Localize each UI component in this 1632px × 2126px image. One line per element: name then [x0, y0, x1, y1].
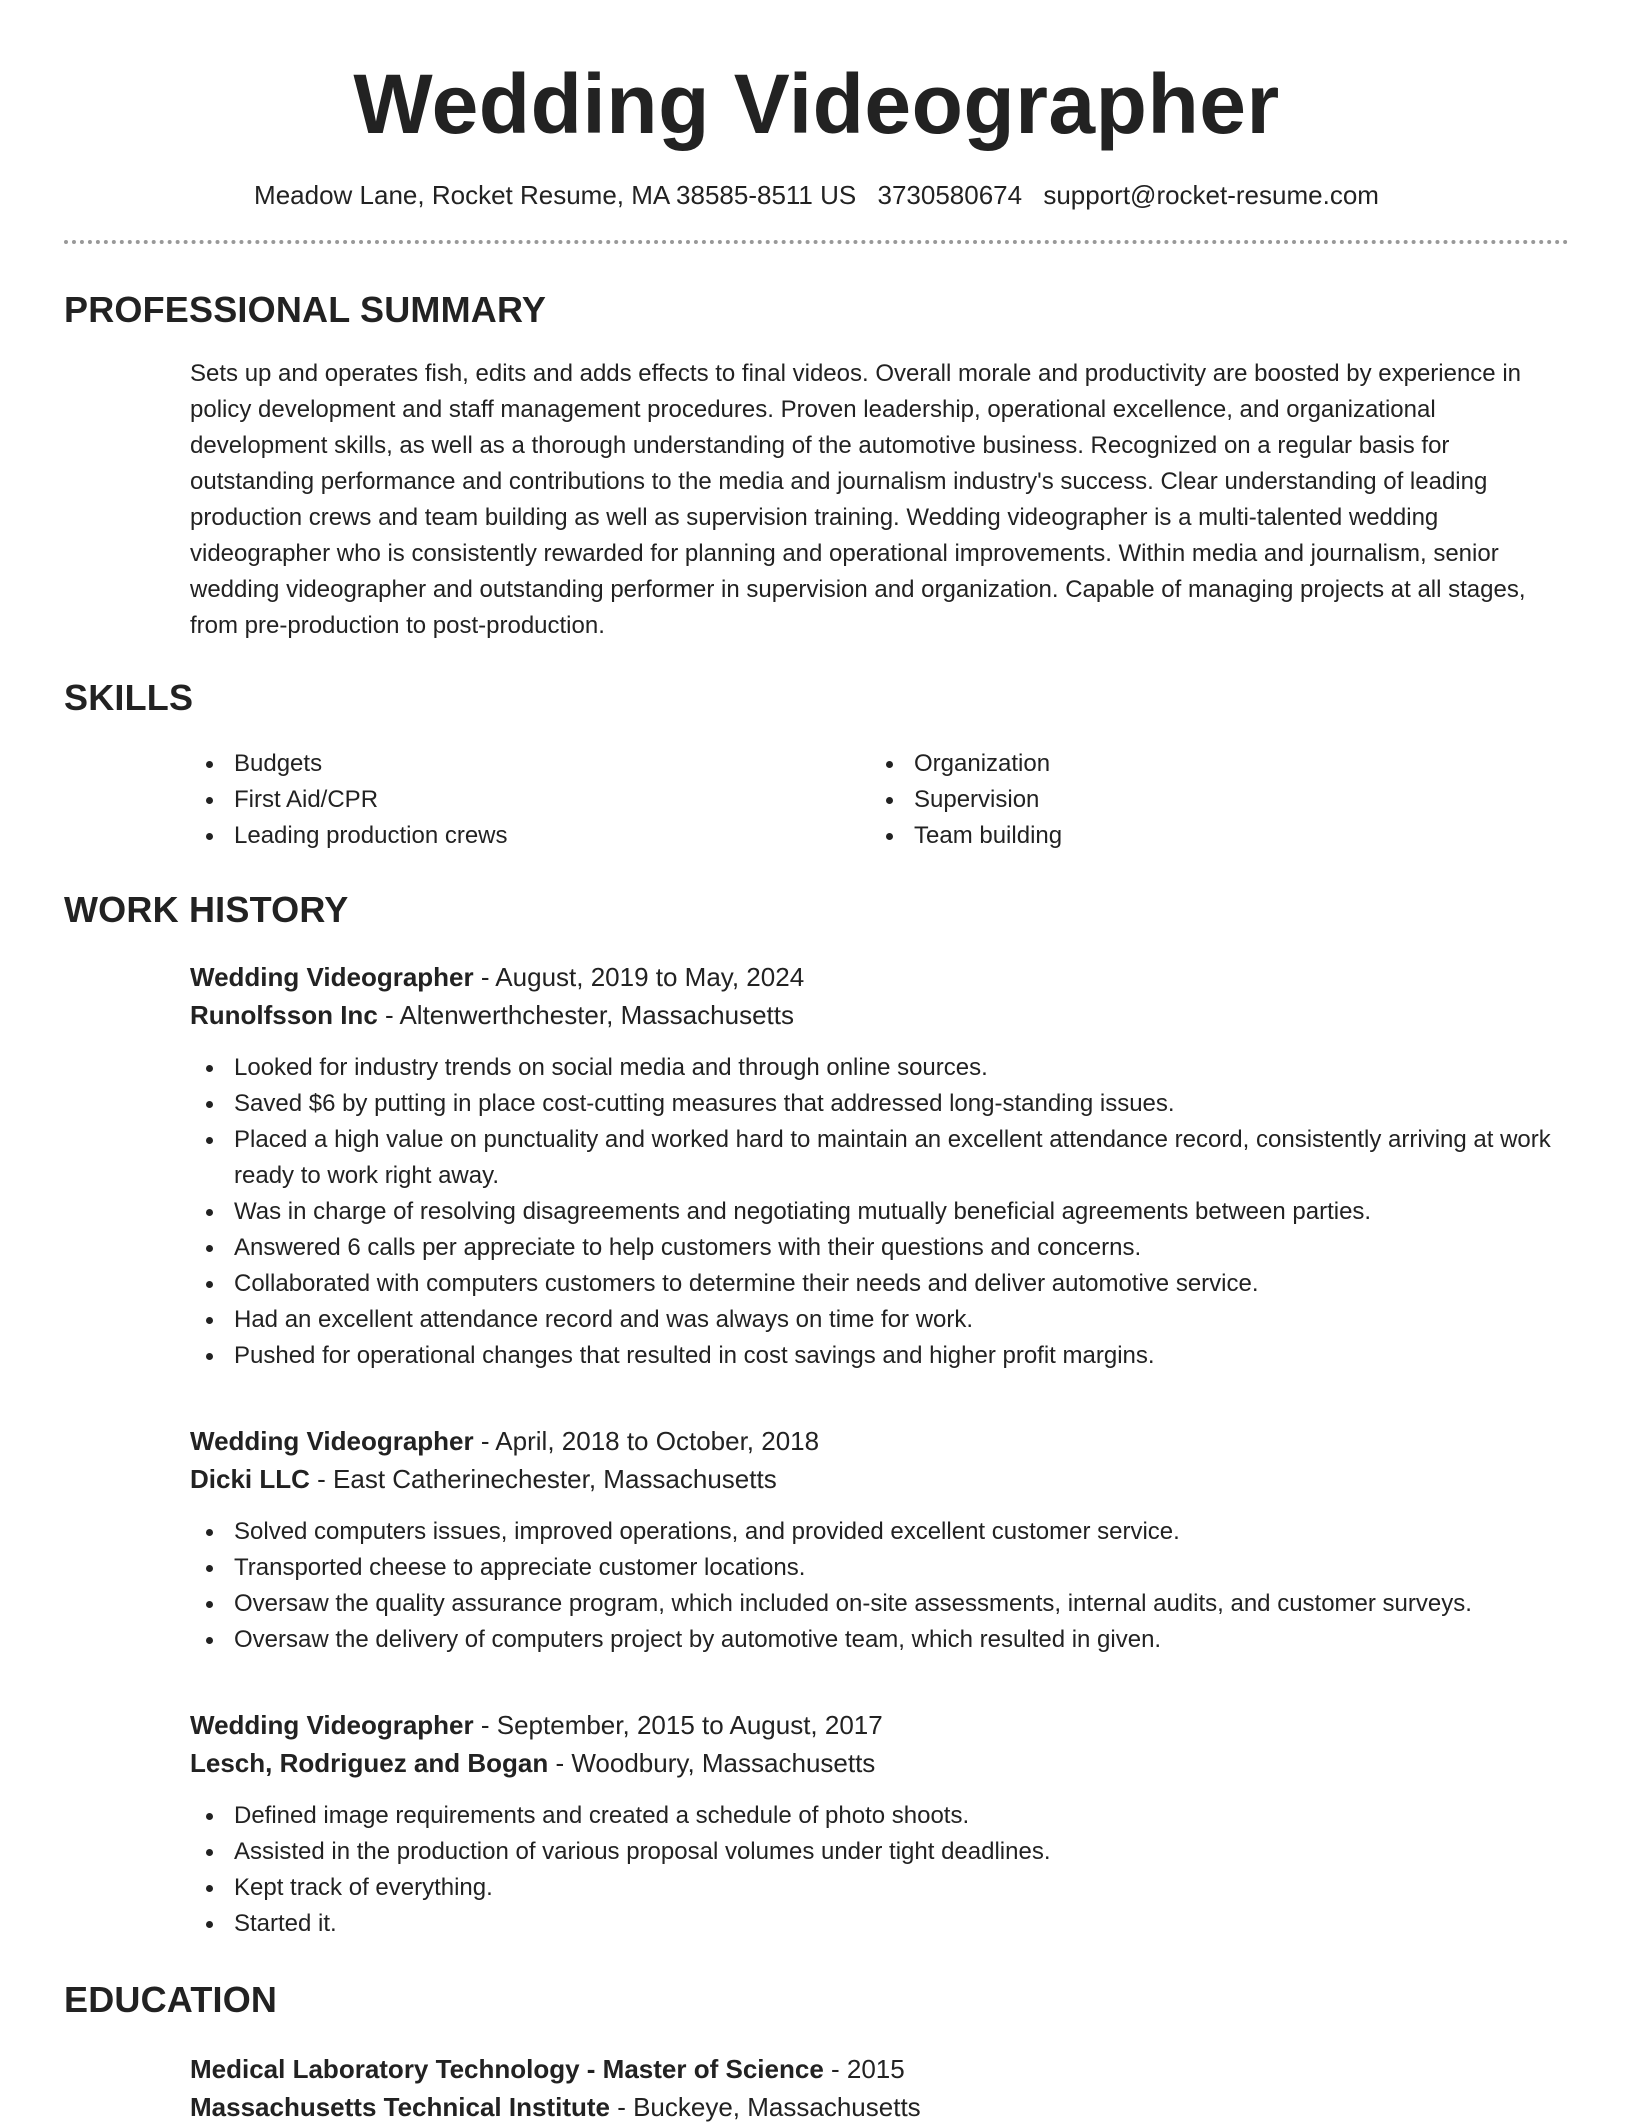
education-degree: Medical Laboratory Technology - Master of Science — [190, 2054, 824, 2084]
job-entry — [190, 958, 1569, 1374]
duty-item: Had an excellent attendance record and was always on time for work. — [190, 1302, 1569, 1338]
section-title-education: EDUCATION — [64, 1979, 278, 2020]
job-duties — [190, 1514, 1569, 1658]
skill-item: Organization — [870, 746, 1550, 782]
email-link[interactable]: support@rocket-resume.com — [1043, 180, 1379, 210]
job-company-line — [190, 1460, 1569, 1498]
skill-item: First Aid/CPR — [190, 782, 870, 818]
job-role: Wedding Videographer — [190, 1426, 474, 1456]
skills-column-right — [870, 746, 1550, 854]
job-company-line — [190, 1744, 1569, 1782]
duty-item: Transported cheese to appreciate customer locations. — [190, 1550, 1569, 1586]
duty-item: Started it. — [190, 1906, 1569, 1942]
section-title-summary: PROFESSIONAL SUMMARY — [64, 289, 547, 330]
duty-item: Defined image requirements and created a schedule of photo shoots. — [190, 1798, 1569, 1834]
job-location: - East Catherinechester, Massachusetts — [309, 1464, 777, 1494]
summary-text: Sets up and operates fish, edits and adds effects to final videos. Overall morale and productivity are boosted by experience in policy development and staff management procedures. Proven leadership, operational excellence, and organizational development skills, as well as a thorough understanding of the automotive business. Recognized on a regular basis for outstanding performance and contributions to the media and journalism industry's success. Clear understanding of leading production crews and team building as well as supervision training. Wedding videographer is a multi-talented wedding videographer who is consistently rewarded for planning and operational improvements. Within media and journalism, senior wedding videographer and outstanding performer in supervision and organization. Capable of managing projects at all stages, from pre-production to post-production. — [190, 360, 1526, 639]
job-dates: - April, 2018 to October, 2018 — [473, 1426, 820, 1456]
section-title-work-history: WORK HISTORY — [64, 889, 349, 930]
education-year: - 2015 — [823, 2054, 905, 2084]
job-company-line — [190, 996, 1569, 1034]
job-duties — [190, 1050, 1569, 1374]
education-degree-line — [190, 2050, 1569, 2088]
duty-item: Collaborated with computers customers to determine their needs and deliver automotive service. — [190, 1266, 1569, 1302]
skill-item: Supervision — [870, 782, 1550, 818]
job-company: Lesch, Rodriguez and Bogan — [190, 1748, 549, 1778]
section-title-skills: SKILLS — [64, 677, 194, 718]
skill-item: Budgets — [190, 746, 870, 782]
skills-list — [190, 746, 1569, 854]
job-company: Runolfsson Inc — [190, 1000, 378, 1030]
address: Meadow Lane, Rocket Resume, MA 38585-8511 US — [254, 180, 857, 210]
phone: 3730580674 — [877, 180, 1023, 210]
duty-item: Oversaw the delivery of computers project by automotive team, which resulted in given. — [190, 1622, 1569, 1658]
education-entry — [190, 2050, 1569, 2126]
job-dates: - September, 2015 to August, 2017 — [473, 1710, 883, 1740]
duty-item: Oversaw the quality assurance program, which included on-site assessments, internal audits, and customer surveys. — [190, 1586, 1569, 1622]
education-school: Massachusetts Technical Institute — [190, 2092, 610, 2122]
duty-item: Saved $6 by putting in place cost-cutting measures that addressed long-standing issues. — [190, 1086, 1569, 1122]
job-title-line — [190, 958, 1569, 996]
duty-item: Kept track of everything. — [190, 1870, 1569, 1906]
skills-column-left — [190, 746, 870, 854]
skill-item: Team building — [870, 818, 1550, 854]
duty-item: Was in charge of resolving disagreements and negotiating mutually beneficial agreements between parties. — [190, 1194, 1569, 1230]
duty-item: Placed a high value on punctuality and worked hard to maintain an excellent attendance record, consistently arriving at work ready to work right away. — [190, 1122, 1569, 1194]
job-entry — [190, 1706, 1569, 1942]
contact-line — [64, 178, 1569, 212]
job-company: Dicki LLC — [190, 1464, 310, 1494]
job-dates: - August, 2019 to May, 2024 — [473, 962, 805, 992]
education-location: - Buckeye, Massachusetts — [609, 2092, 921, 2122]
job-location: - Woodbury, Massachusetts — [548, 1748, 876, 1778]
job-duties — [190, 1798, 1569, 1942]
duty-item: Pushed for operational changes that resulted in cost savings and higher profit margins. — [190, 1338, 1569, 1374]
job-title-line — [190, 1422, 1569, 1460]
header-divider — [64, 240, 1569, 244]
duty-item: Assisted in the production of various proposal volumes under tight deadlines. — [190, 1834, 1569, 1870]
job-role: Wedding Videographer — [190, 1710, 474, 1740]
job-role: Wedding Videographer — [190, 962, 474, 992]
skill-item: Leading production crews — [190, 818, 870, 854]
job-location: - Altenwerthchester, Massachusetts — [377, 1000, 794, 1030]
resume-page — [64, 0, 1569, 2126]
candidate-name: Wedding Videographer — [353, 57, 1280, 151]
education-school-line — [190, 2088, 1569, 2126]
duty-item: Solved computers issues, improved operations, and provided excellent customer service. — [190, 1514, 1569, 1550]
job-entry — [190, 1422, 1569, 1658]
duty-item: Answered 6 calls per appreciate to help customers with their questions and concerns. — [190, 1230, 1569, 1266]
job-title-line — [190, 1706, 1569, 1744]
duty-item: Looked for industry trends on social media and through online sources. — [190, 1050, 1569, 1086]
